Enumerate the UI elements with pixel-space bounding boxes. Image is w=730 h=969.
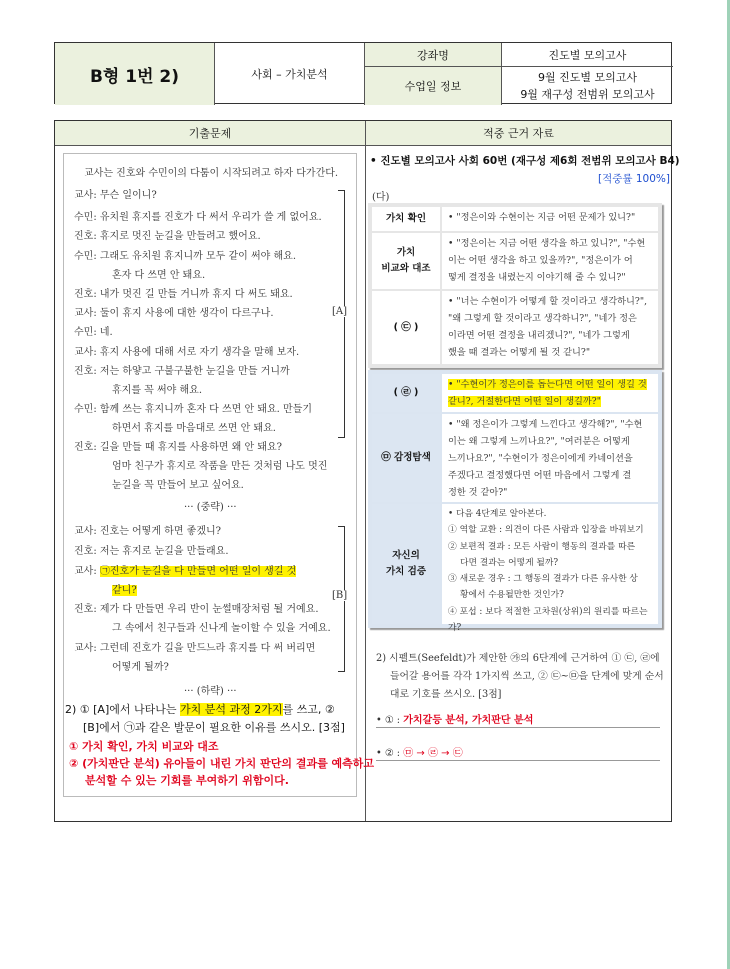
passage-question-line: 교사: ㉠진호가 눈길을 다 만들면 어떤 일이 생길 것: [74, 566, 297, 577]
row-label: ( ㉢ ): [372, 291, 440, 364]
row-text: • "너는 수현이가 어떻게 할 것이라고 생각하니?", "왜 그렇게 할 것이라고 생각하니?", "네가 정은 이라면 어떤 결정을 내리겠니?", "네가 그렇게 했을 때 결과는 어떻게 될 것 같니?": [442, 291, 658, 364]
passage-line: 교사: 둘이 휴지 사용에 대한 생각이 다르구나.: [74, 308, 274, 319]
table-row: [372, 233, 658, 289]
table-row: [372, 291, 658, 364]
row-text: • "왜 정은이가 그렇게 느낀다고 생각해?", "수현 이는 왜 그렇게 느끼나요?", "여러분은 어떻게 느끼나요?", "수현이가 정은이에게 카네이션을 주겠다고 결정했다면 어떤 마음에서 그렇게 결 정한 것 같아?": [442, 414, 658, 502]
passage-line: 진호: 저는 하얗고 구불구불한 눈길을 만들 거니까: [74, 366, 290, 377]
answer-2: ② (가치판단 분석) 유아들이 내린 가치 판단의 결과를 예측하고: [69, 757, 375, 770]
bracket-a-label: [A]: [332, 306, 348, 317]
course-label: 강좌명: [365, 43, 502, 67]
highlighted-question: ㉠진호가 눈길을 다 만들면 어떤 일이 생길 것: [99, 566, 297, 577]
left-column-header: 기출문제: [55, 121, 365, 146]
passage-omission: ··· (중략) ···: [184, 502, 237, 513]
answer-2-cont: 분석할 수 있는 기회를 부여하기 위함이다.: [85, 774, 289, 787]
answer-underline: [376, 760, 660, 761]
course-value: 진도별 모의고사: [502, 43, 673, 67]
value-analysis-table-1: [368, 203, 662, 368]
row-label: 자신의 가치 검증: [372, 504, 440, 624]
passage-line: 어떻게 될까?: [112, 662, 169, 673]
header-table: [54, 42, 672, 104]
passage-line: 진호: 내가 멋진 길 만들 거니까 휴지 다 써도 돼요.: [74, 289, 293, 300]
passage-line: 진호: 휴지로 멋진 눈길을 만들려고 했어요.: [74, 231, 261, 242]
date-label: 수업일 정보: [365, 67, 502, 105]
exam-question-line1: 2) ① [A]에서 나타나는 가치 분석 과정 2가지를 쓰고, ②: [65, 703, 335, 716]
table-row: [372, 414, 658, 502]
section-tag: (다): [372, 192, 390, 203]
passage-line: 교사: 그런데 진호가 길을 만드느라 휴지를 다 써 버리면: [74, 643, 316, 654]
passage-line: 교사: 휴지 사용에 대해 서로 자기 생각을 말해 보자.: [74, 347, 300, 358]
passage-line: 수민: 그래도 유치원 휴지니까 모두 같이 써야 해요.: [74, 251, 296, 262]
row-text: • "수현이가 정은이를 돕는다면 어떤 일이 생길 것 같니?, 거절한다면 어떤 일이 생길까?": [442, 374, 658, 412]
passage-line: 엄마 친구가 휴지로 작품을 만든 것처럼 나도 멋진: [112, 461, 328, 472]
reference-answer-1: • ① : 가치갈등 분석, 가치판단 분석: [376, 715, 534, 726]
passage-line: 교사: 무슨 일이니?: [74, 190, 157, 201]
answer-1: ① 가치 확인, 가치 비교와 대조: [69, 740, 219, 753]
column-divider: [365, 121, 366, 821]
reference-question-line1: 2) 시펠트(Seefeldt)가 제안한 ㉮의 6단계에 근거하여 ① ㉢, ㉣에: [376, 653, 660, 664]
passage-line: 진호: 저는 휴지로 눈길을 만들래요.: [74, 546, 229, 557]
passage-line: 하면서 휴지를 마음대로 쓰면 안 돼요.: [112, 423, 276, 434]
problem-id: B형 1번 2): [55, 43, 215, 105]
passage-line: 혼자 다 쓰면 안 돼요.: [112, 270, 206, 281]
row-text: • "정은이는 지금 어떤 생각을 하고 있니?", "수현 이는 어떤 생각을 하고 있을까?", "정은이가 어 떻게 결정을 내렸는지 이야기해 줄 수 있니?": [442, 233, 658, 289]
row-label: 가치 비교와 대조: [372, 233, 440, 289]
row-label: 가치 확인: [372, 207, 440, 231]
row-label: ( ㉣ ): [372, 374, 440, 412]
hit-rate: [적중률 100%]: [598, 173, 670, 185]
right-column-header: 적중 근거 자료: [366, 121, 671, 146]
answer-underline: [376, 727, 660, 728]
reference-question-line3: 대로 기호를 쓰시오. [3점]: [390, 689, 502, 700]
passage-omission: ··· (하략) ···: [184, 686, 237, 697]
table-row: [372, 374, 658, 412]
row-text: • "정은이와 수현이는 지금 어떤 문제가 있니?": [442, 207, 658, 231]
passage-question-line: 같니?: [112, 585, 137, 596]
exam-question-line2: [B]에서 ㉠과 같은 발문이 필요한 이유를 쓰시오. [3점]: [83, 721, 345, 734]
passage-line: 교사: 진호는 어떻게 하면 좋겠니?: [74, 526, 222, 537]
passage-line: 수민: 유치원 휴지를 진호가 다 써서 우리가 쓸 게 없어요.: [74, 212, 322, 223]
passage-line: 진호: 길을 만들 때 휴지를 사용하면 왜 안 돼요?: [74, 442, 283, 453]
row-label: ㉤ 감정탐색: [372, 414, 440, 502]
table-row: [372, 207, 658, 231]
reference-question-line2: 들어갈 용어를 각각 1가지씩 쓰고, ② ㉢~㉤을 단계에 맞게 순서: [390, 671, 664, 682]
passage-line: 수민: 네.: [74, 327, 113, 338]
value-analysis-table-2: [368, 370, 662, 634]
passage-line: 휴지를 꼭 써야 해요.: [112, 385, 202, 396]
bracket-b-label: [B]: [332, 590, 348, 601]
reference-answer-2: • ② : ㉤ → ㉣ → ㉢: [376, 748, 463, 759]
table-row: [372, 504, 658, 634]
date-value: 9월 진도별 모의고사 9월 재구성 전범위 모의고사: [520, 71, 655, 101]
row-text: • 다음 4단계로 알아본다. ① 역할 교환 : 의견이 다른 사람과 입장을 바꿔보기 ② 보편적 결과 : 모든 사람이 행동의 결과를 따른 다면 결과는 어떻게 될까? ③ 새로운 경우 : 그 행동의 결과가 다른 유사한 상 황에서 수용될만한 것인가? ④ 포섭 : 보다 적절한 고차원(상위)의 원리를 따르는가?: [442, 504, 658, 624]
subject-label: 사회 – 가치분석: [215, 43, 365, 105]
passage-line: 수민: 함께 쓰는 휴지니까 혼자 다 쓰면 안 돼요. 만들기: [74, 404, 313, 415]
source-reference: • 진도별 모의고사 사회 60번 (재구성 제6회 전범위 모의고사 B4): [370, 155, 680, 167]
passage-line: 눈길을 꼭 만들어 보고 싶어요.: [112, 480, 244, 491]
passage-line: 그 속에서 친구들과 신나게 놀이할 수 있을 거예요.: [112, 623, 331, 634]
passage-intro: 교사는 진호와 수민이의 다툼이 시작되려고 하자 다가간다.: [84, 168, 339, 179]
passage-line: 진호: 제가 다 만들면 우리 반이 눈썰매장처럼 될 거예요.: [74, 604, 319, 615]
